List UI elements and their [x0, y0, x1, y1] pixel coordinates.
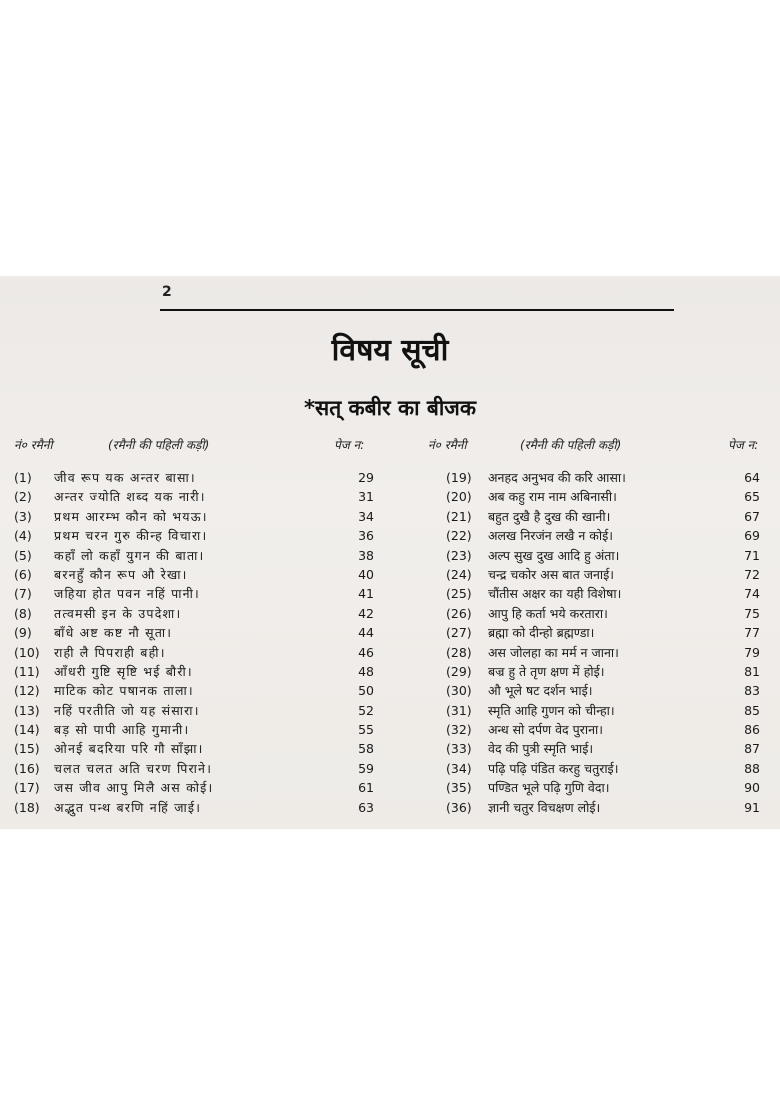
- entry-page-number: 91: [744, 799, 760, 815]
- right-contents-list: [446, 468, 766, 817]
- left-column-number-header: नं० रमैनी: [14, 438, 53, 452]
- entry-number: (20): [446, 489, 472, 505]
- entry-first-line: जहिया होत पवन नहिं पानी।: [54, 586, 200, 602]
- left-column-line-header: (रमैनी की पहिली कड़ी): [108, 438, 210, 452]
- entry-first-line: अन्तर ज्योति शब्द यक नारी।: [54, 489, 206, 505]
- entry-page-number: 88: [744, 760, 760, 776]
- entry-first-line: चलत चलत अति चरण पिराने।: [54, 760, 213, 776]
- entry-first-line: तत्वमसी इन के उपदेशा।: [54, 605, 182, 621]
- entry-first-line: ज्ञानी चतुर विचक्षण लोई।: [488, 799, 601, 815]
- entry-page-number: 50: [358, 683, 374, 699]
- entry-first-line: बज्र हु ते तृण क्षण में होई।: [488, 663, 605, 679]
- entry-page-number: 46: [358, 644, 374, 660]
- entry-page-number: 86: [744, 722, 760, 738]
- entry-number: (9): [14, 625, 32, 641]
- contents-entry: [446, 681, 766, 700]
- entry-first-line: अद्भुत पन्थ बरणि नहिं जाई।: [54, 799, 202, 815]
- entry-first-line: प्रथम चरन गुरु कीन्ह विचारा।: [54, 528, 208, 544]
- entry-number: (4): [14, 528, 32, 544]
- contents-entry: [14, 643, 374, 662]
- entry-page-number: 81: [744, 663, 760, 679]
- left-contents-list: [14, 468, 374, 817]
- contents-entry: [446, 739, 766, 758]
- contents-entry: [14, 487, 374, 506]
- entry-number: (30): [446, 683, 472, 699]
- entry-page-number: 52: [358, 702, 374, 718]
- entry-page-number: 40: [358, 566, 374, 582]
- entry-first-line: अन्ध सो दर्पण वेद पुराना।: [488, 722, 604, 738]
- contents-entry: [446, 584, 766, 603]
- entry-number: (21): [446, 508, 472, 524]
- entry-first-line: राही लै पिपराही बही।: [54, 644, 166, 660]
- right-column-page-header: पेज न:: [728, 438, 759, 452]
- entry-page-number: 64: [744, 470, 760, 485]
- entry-page-number: 71: [744, 547, 760, 563]
- entry-first-line: बहुत दुखै है दुख की खानी।: [488, 508, 611, 524]
- entry-page-number: 67: [744, 508, 760, 524]
- entry-page-number: 85: [744, 702, 760, 718]
- contents-entry: [446, 623, 766, 642]
- contents-entry: [446, 798, 766, 817]
- entry-first-line: बाँधे अष्ट कष्ट नौ सूता।: [54, 625, 173, 641]
- entry-number: (16): [14, 760, 40, 776]
- contents-entry: [14, 681, 374, 700]
- entry-number: (3): [14, 508, 32, 524]
- entry-number: (29): [446, 663, 472, 679]
- contents-entry: [14, 720, 374, 739]
- contents-entry: [14, 623, 374, 642]
- entry-number: (12): [14, 683, 40, 699]
- right-column-number-header: नं० रमैनी: [428, 438, 467, 452]
- entry-page-number: 77: [744, 625, 760, 641]
- entry-first-line: औ भूले षट दर्शन भाई।: [488, 683, 593, 699]
- entry-first-line: अलख निरजंन लखै न कोई।: [488, 528, 613, 544]
- contents-entry: [446, 526, 766, 545]
- entry-number: (35): [446, 780, 472, 796]
- entry-number: (2): [14, 489, 32, 505]
- contents-entry: [14, 759, 374, 778]
- entry-number: (5): [14, 547, 32, 563]
- entry-page-number: 63: [358, 799, 374, 815]
- entry-number: (10): [14, 644, 40, 660]
- contents-entry: [14, 584, 374, 603]
- entry-page-number: 59: [358, 760, 374, 776]
- contents-entry: [14, 507, 374, 526]
- entry-first-line: पढ़ि पढ़ि पंडित करहु चतुराई।: [488, 760, 619, 776]
- entry-number: (22): [446, 528, 472, 544]
- left-column-page-header: पेज न:: [334, 438, 365, 452]
- contents-entry: [446, 643, 766, 662]
- entry-page-number: 79: [744, 644, 760, 660]
- entry-first-line: जस जीव आपु मिलै अस कोई।: [54, 780, 214, 796]
- contents-entry: [14, 739, 374, 758]
- entry-page-number: 55: [358, 722, 374, 738]
- entry-number: (27): [446, 625, 472, 641]
- entry-page-number: 75: [744, 605, 760, 621]
- contents-entry: [14, 798, 374, 817]
- contents-entry: [446, 778, 766, 797]
- book-page: [0, 276, 780, 829]
- entry-page-number: 58: [358, 741, 374, 757]
- entry-first-line: प्रथम आरम्भ कौन को भयऊ।: [54, 508, 208, 524]
- entry-number: (17): [14, 780, 40, 796]
- contents-entry: [446, 546, 766, 565]
- entry-first-line: नहिं परतीति जो यह संसारा।: [54, 702, 200, 718]
- entry-first-line: बड़ सो पापी आहि गुमानी।: [54, 722, 190, 738]
- entry-number: (32): [446, 722, 472, 738]
- entry-number: (11): [14, 663, 40, 679]
- entry-number: (7): [14, 586, 32, 602]
- entry-page-number: 29: [358, 470, 374, 485]
- entry-page-number: 65: [744, 489, 760, 505]
- contents-entry: [446, 604, 766, 623]
- entry-first-line: स्मृति आहि गुणन को चीन्हा।: [488, 702, 615, 718]
- entry-number: (34): [446, 760, 472, 776]
- contents-entry: [14, 662, 374, 681]
- entry-first-line: वेद की पुत्री स्मृति भाई।: [488, 741, 594, 757]
- entry-number: (25): [446, 586, 472, 602]
- contents-entry: [14, 778, 374, 797]
- contents-entry: [446, 720, 766, 739]
- contents-entry: [446, 565, 766, 584]
- page-number: 2: [162, 284, 172, 300]
- entry-number: (26): [446, 605, 472, 621]
- contents-entry: [446, 468, 766, 487]
- contents-entry: [14, 526, 374, 545]
- contents-entry: [14, 468, 374, 487]
- contents-entry: [14, 604, 374, 623]
- entry-first-line: कहाँ लो कहाँ युगन की बाता।: [54, 547, 205, 563]
- entry-number: (23): [446, 547, 472, 563]
- entry-page-number: 44: [358, 625, 374, 641]
- entry-page-number: 48: [358, 663, 374, 679]
- entry-page-number: 31: [358, 489, 374, 505]
- entry-number: (13): [14, 702, 40, 718]
- entry-first-line: आपु हि कर्ता भये करतारा।: [488, 605, 608, 621]
- entry-first-line: बरनहुँ कौन रूप औ रेखा।: [54, 566, 188, 582]
- entry-page-number: 34: [358, 508, 374, 524]
- entry-first-line: ओनई बदरिया परि गौ साँझा।: [54, 741, 204, 757]
- entry-page-number: 36: [358, 528, 374, 544]
- contents-entry: [446, 507, 766, 526]
- right-column-line-header: (रमैनी की पहिली कड़ी): [520, 438, 622, 452]
- entry-number: (15): [14, 741, 40, 757]
- entry-number: (24): [446, 566, 472, 582]
- entry-first-line: अब कहु राम नाम अबिनासी।: [488, 489, 617, 505]
- entry-first-line: पण्डित भूले पढ़ि गुणि वेदा।: [488, 780, 610, 796]
- entry-first-line: जीव रूप यक अन्तर बासा।: [54, 470, 196, 485]
- contents-entry: [446, 487, 766, 506]
- entry-first-line: अनहद अनुभव की करि आसा।: [488, 470, 626, 485]
- entry-number: (6): [14, 566, 32, 582]
- entry-page-number: 72: [744, 566, 760, 582]
- entry-first-line: चन्द्र चकोर अस बात जनाई।: [488, 566, 615, 582]
- contents-entry: [446, 701, 766, 720]
- entry-number: (14): [14, 722, 40, 738]
- contents-entry: [446, 759, 766, 778]
- entry-page-number: 38: [358, 547, 374, 563]
- entry-first-line: आँधरी गुष्टि सृष्टि भई बौरी।: [54, 663, 193, 679]
- entry-first-line: अल्प सुख दुख आदि हु अंता।: [488, 547, 620, 563]
- entry-number: (8): [14, 605, 32, 621]
- entry-page-number: 90: [744, 780, 760, 796]
- entry-first-line: अस जोलहा का मर्म न जाना।: [488, 644, 619, 660]
- page-title: विषय सूची: [331, 333, 449, 368]
- contents-entry: [14, 565, 374, 584]
- entry-number: (1): [14, 470, 32, 485]
- entry-page-number: 41: [358, 586, 374, 602]
- entry-first-line: ब्रह्मा को दीन्हो ब्रह्मण्डा।: [488, 625, 595, 641]
- entry-number: (31): [446, 702, 472, 718]
- entry-number: (18): [14, 799, 40, 815]
- entry-number: (19): [446, 470, 472, 485]
- contents-entry: [14, 546, 374, 565]
- entry-number: (36): [446, 799, 472, 815]
- entry-number: (33): [446, 741, 472, 757]
- entry-page-number: 74: [744, 586, 760, 602]
- entry-page-number: 61: [358, 780, 374, 796]
- entry-first-line: चौंतीस अक्षर का यही विशेषा।: [488, 586, 622, 602]
- book-subtitle: *सत् कबीर का बीजक: [304, 396, 476, 420]
- contents-entry: [14, 701, 374, 720]
- entry-first-line: माटिक कोट पषानक ताला।: [54, 683, 194, 699]
- entry-page-number: 87: [744, 741, 760, 757]
- entry-number: (28): [446, 644, 472, 660]
- entry-page-number: 83: [744, 683, 760, 699]
- entry-page-number: 42: [358, 605, 374, 621]
- contents-entry: [446, 662, 766, 681]
- header-rule: [160, 309, 674, 311]
- entry-page-number: 69: [744, 528, 760, 544]
